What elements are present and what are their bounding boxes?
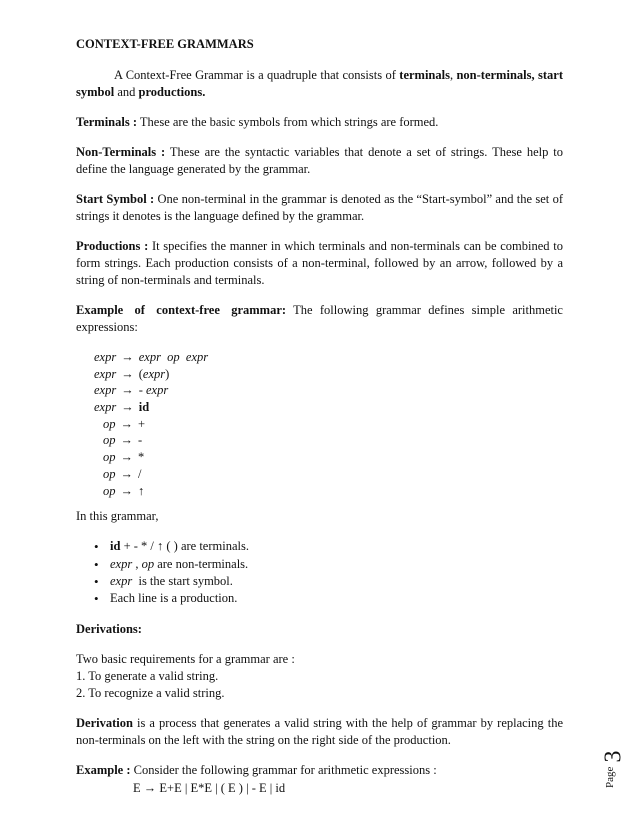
- grammar-rule: expr → expr op expr: [94, 350, 209, 364]
- list-item: • expr , op are non-terminals.: [110, 556, 563, 573]
- example-arith-intro: Example : Consider the following grammar for arithmetic expressions :: [76, 762, 437, 777]
- grammar-rule: op → /: [103, 466, 142, 481]
- derivation-definition: Derivation is a process that generates a valid string with the help of grammar by replacing the non-terminals on the left with the string on the right side of the production.: [76, 715, 563, 747]
- grammar-rules: [94, 349, 563, 499]
- grammar-rule: op → *: [103, 450, 145, 465]
- list-item: • id + - * / ↑ ( ) are terminals.: [110, 538, 563, 555]
- example-arith-block: [76, 762, 563, 797]
- start-symbol-paragraph: Start Symbol : One non-terminal in the grammar is denoted as the “Start-symbol” and the set of strings it denotes is the language defined by the grammar.: [76, 192, 563, 223]
- document-page: [76, 36, 563, 797]
- page-number: 3: [600, 750, 627, 763]
- page-label: Page: [604, 766, 616, 788]
- list-item: • expr is the start symbol.: [110, 573, 563, 590]
- requirement-item: 2. To recognize a valid string.: [76, 685, 225, 700]
- grammar-notes-list: [76, 538, 563, 608]
- grammar-rule: expr → - expr: [94, 383, 169, 398]
- example-cfg-paragraph: Example of context-free grammar: The following grammar defines simple arithmetic expressions:: [76, 303, 563, 334]
- in-this-grammar: In this grammar,: [76, 509, 159, 524]
- grammar-rule: op → ↑: [103, 483, 145, 498]
- grammar-rule: op → +: [103, 416, 146, 431]
- grammar-rule: op → -: [103, 433, 143, 448]
- list-item: • Each line is a production.: [110, 590, 563, 607]
- page-title: CONTEXT-FREE GRAMMARS: [76, 37, 254, 51]
- nonterminals-paragraph: Non-Terminals : These are the syntactic variables that denote a set of strings. These help to define the language generated by the grammar.: [76, 145, 563, 176]
- example-arith-expression: E → E+E | E*E | ( E ) | - E | id: [133, 780, 286, 795]
- derivations-heading: Derivations:: [76, 621, 142, 636]
- grammar-rule: expr → (expr): [94, 366, 170, 381]
- productions-paragraph: Productions : It specifies the manner in which terminals and non-terminals can be combined to form strings. Each production consists of a non-terminal, followed by an arrow, followed by a string of non-terminals and terminals.: [76, 239, 563, 287]
- requirement-item: 1. To generate a valid string.: [76, 668, 219, 683]
- intro-paragraph: A Context-Free Grammar is a quadruple that consists of terminals, non-terminals, start symbol and productions.: [76, 68, 563, 99]
- page-number-marker: [592, 748, 626, 790]
- requirements-intro: Two basic requirements for a grammar are :: [76, 651, 295, 666]
- requirements-block: [76, 651, 563, 702]
- terminals-paragraph: Terminals : These are the basic symbols from which strings are formed.: [76, 115, 439, 129]
- grammar-rule: expr → id: [94, 400, 150, 415]
